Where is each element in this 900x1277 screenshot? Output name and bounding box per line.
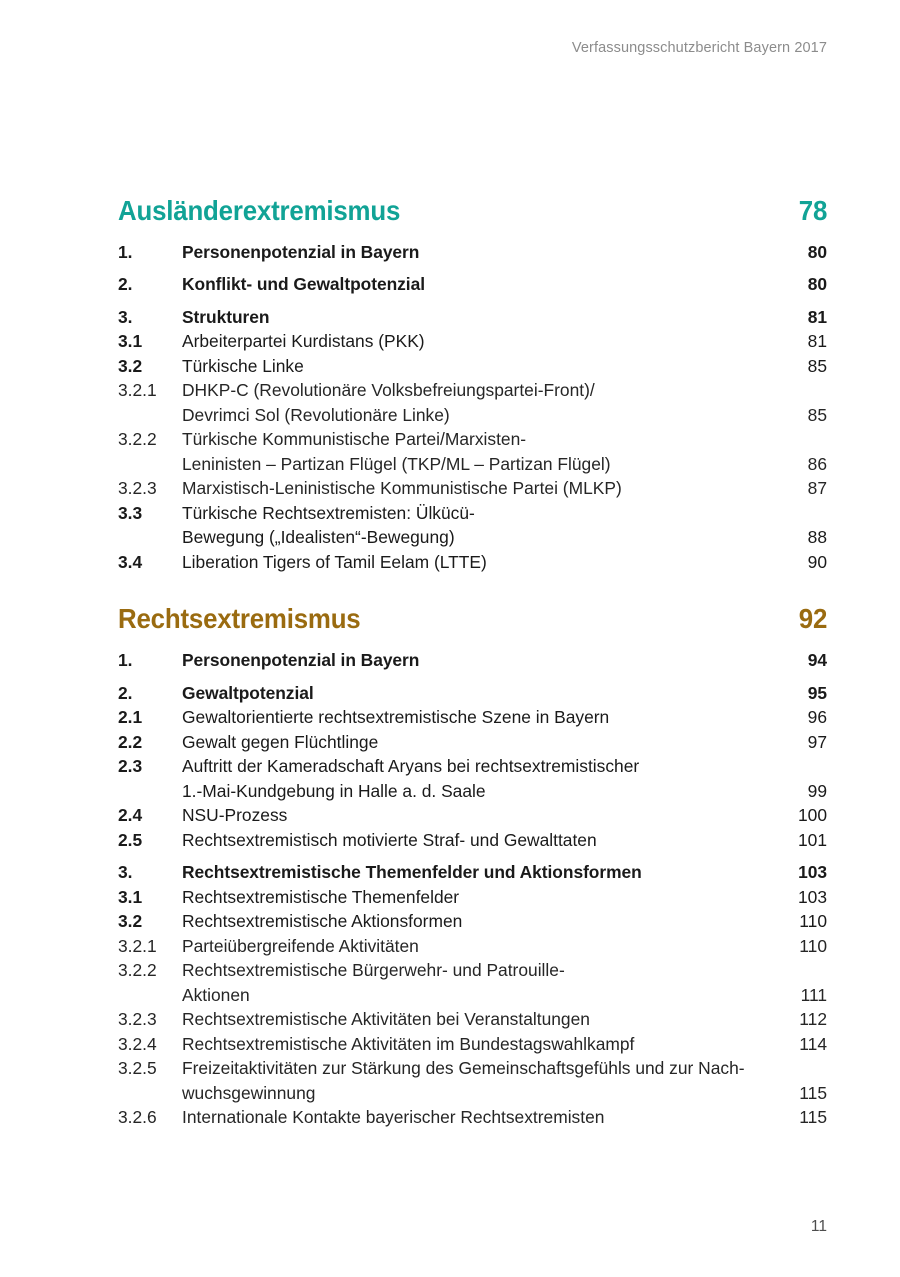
toc-entry-label: Auftritt der Kameradschaft Aryans bei rechtsextremistischer	[182, 756, 640, 777]
toc-entry-label: Devrimci Sol (Revolutionäre Linke)	[182, 404, 450, 425]
toc-part-page: 92	[798, 603, 827, 635]
toc-entry-number: 3.1	[118, 331, 143, 352]
toc-entry-number: 2.	[118, 682, 133, 703]
toc-entry-label: Gewaltpotenzial	[182, 682, 314, 703]
toc-entry-label: Rechtsextremistische Themenfelder und Aktionsformen	[182, 862, 642, 883]
toc-entry-label: Strukturen	[182, 306, 270, 327]
toc-entry-label: Rechtsextremistisch motivierte Straf- und Gewalttaten	[182, 829, 597, 850]
toc-entry-page: 99	[807, 780, 827, 801]
toc-entry-label: Rechtsextremistische Bürgerwehr- und Patrouille-	[182, 960, 565, 981]
toc-entry-list	[118, 648, 827, 1130]
toc-entry-number: 3.2.3	[118, 1009, 157, 1030]
toc-entry-label: Rechtsextremistische Aktivitäten im Bundestagswahlkampf	[182, 1033, 635, 1054]
toc-entry-continuation	[118, 452, 827, 477]
toc-entry[interactable]	[118, 958, 827, 983]
toc-entry-number: 3.2.1	[118, 380, 157, 401]
toc-entry[interactable]	[118, 885, 827, 910]
toc-entry-label: Türkische Rechtsextremisten: Ülkücü-	[182, 502, 475, 523]
toc-entry[interactable]	[118, 860, 827, 885]
toc-entry-continuation	[118, 1081, 827, 1106]
toc-entry-label: Türkische Kommunistische Partei/Marxisten-	[182, 429, 527, 450]
toc-entry[interactable]	[118, 648, 827, 673]
toc-entry-label: Parteiübergreifende Aktivitäten	[182, 935, 419, 956]
toc-entry-number: 3.1	[118, 886, 143, 907]
toc-entry-page: 96	[807, 707, 827, 728]
toc-entry-continuation	[118, 525, 827, 550]
toc-entry-label: Konflikt- und Gewaltpotenzial	[182, 274, 425, 295]
toc-entry-number: 3.4	[118, 551, 143, 572]
toc-part-page: 78	[798, 195, 827, 226]
toc-entry-label: Marxistisch-Leninistische Kommunistische Partei (MLKP)	[182, 478, 622, 499]
toc-entry-number: 2.	[118, 274, 133, 295]
toc-entry[interactable]	[118, 476, 827, 501]
toc-entry-page: 103	[797, 886, 827, 907]
toc-entry-page: 81	[807, 331, 827, 352]
page-number: 11	[810, 1218, 827, 1235]
toc-entry-page: 94	[807, 650, 827, 671]
table-of-contents	[118, 196, 827, 1130]
toc-entry-page: 111	[800, 984, 827, 1005]
toc-entry-label: Aktionen	[182, 984, 250, 1005]
running-head: Verfassungsschutzbericht Bayern 2017	[571, 40, 827, 56]
toc-entry[interactable]	[118, 305, 827, 330]
toc-entry-number: 3.2.1	[118, 935, 157, 956]
toc-entry-page: 115	[799, 1107, 827, 1128]
toc-entry-label: Freizeitaktivitäten zur Stärkung des Gemeinschaftsgefühls und zur Nach-	[182, 1058, 745, 1079]
toc-part	[118, 604, 827, 1129]
toc-entry-page: 90	[807, 551, 827, 572]
toc-entry-number: 1.	[118, 241, 133, 262]
toc-entry[interactable]	[118, 803, 827, 828]
toc-entry-page: 87	[807, 478, 827, 499]
toc-entry-page: 85	[807, 355, 827, 376]
toc-entry[interactable]	[118, 909, 827, 934]
toc-entry-page: 86	[807, 453, 827, 474]
toc-entry[interactable]	[118, 1032, 827, 1057]
toc-entry-number: 3.2.5	[118, 1058, 157, 1079]
toc-part-title: Ausländerextremismus	[118, 195, 401, 226]
toc-entry-number: 3.2.3	[118, 478, 157, 499]
toc-entry[interactable]	[118, 501, 827, 526]
toc-entry-continuation	[118, 779, 827, 804]
toc-entry-number: 3.2	[118, 911, 143, 932]
toc-entry[interactable]	[118, 1056, 827, 1081]
toc-entry[interactable]	[118, 705, 827, 730]
toc-entry[interactable]	[118, 828, 827, 853]
toc-entry-page: 101	[797, 829, 827, 850]
toc-entry-page: 112	[799, 1009, 827, 1030]
toc-entry-label: Rechtsextremistische Themenfelder	[182, 886, 460, 907]
toc-entry-label: Bewegung („Idealisten“-Bewegung)	[182, 527, 455, 548]
toc-entry[interactable]	[118, 754, 827, 779]
toc-entry-label: wuchsgewinnung	[182, 1082, 316, 1103]
toc-entry-page: 114	[799, 1033, 827, 1054]
toc-entry-number: 3.	[118, 862, 133, 883]
toc-entry-number: 2.2	[118, 731, 143, 752]
toc-entry[interactable]	[118, 730, 827, 755]
toc-entry-label: Rechtsextremistische Aktivitäten bei Veranstaltungen	[182, 1009, 590, 1030]
toc-entry-number: 2.1	[118, 707, 143, 728]
toc-entry-label: Gewaltorientierte rechtsextremistische Szene in Bayern	[182, 707, 610, 728]
toc-entry-number: 1.	[118, 650, 133, 671]
toc-entry-page: 110	[799, 911, 827, 932]
toc-entry-number: 2.5	[118, 829, 143, 850]
toc-entry-label: Personenpotenzial in Bayern	[182, 241, 420, 262]
toc-entry[interactable]	[118, 240, 827, 265]
toc-entry-label: Türkische Linke	[182, 355, 304, 376]
toc-entry-label: Liberation Tigers of Tamil Eelam (LTTE)	[182, 551, 487, 572]
toc-entry[interactable]	[118, 329, 827, 354]
toc-entry-page: 81	[807, 306, 827, 327]
toc-entry-number: 3.2.4	[118, 1033, 157, 1054]
toc-entry-list	[118, 240, 827, 575]
toc-entry[interactable]	[118, 681, 827, 706]
toc-entry[interactable]	[118, 550, 827, 575]
toc-entry-number: 3.2.6	[118, 1107, 157, 1128]
toc-entry-number: 3.	[118, 306, 133, 327]
toc-entry-label: 1.-Mai-Kundgebung in Halle a. d. Saale	[182, 780, 486, 801]
toc-entry-page: 110	[799, 935, 827, 956]
toc-entry-continuation	[118, 403, 827, 428]
toc-entry-number: 2.4	[118, 805, 143, 826]
toc-entry[interactable]	[118, 427, 827, 452]
toc-part-heading[interactable]	[118, 604, 827, 635]
toc-entry-page: 80	[807, 274, 827, 295]
toc-part	[118, 196, 827, 574]
toc-part-heading[interactable]	[118, 196, 827, 227]
toc-entry-number: 3.2.2	[118, 960, 157, 981]
toc-entry-page: 95	[807, 682, 827, 703]
toc-entry[interactable]	[118, 354, 827, 379]
toc-entry[interactable]	[118, 378, 827, 403]
toc-entry-continuation	[118, 983, 827, 1008]
toc-entry[interactable]	[118, 272, 827, 297]
toc-entry-page: 103	[798, 862, 827, 883]
toc-entry-label: Internationale Kontakte bayerischer Rechtsextremisten	[182, 1107, 605, 1128]
toc-entry-label: DHKP-C (Revolutionäre Volksbefreiungspartei-Front)/	[182, 380, 595, 401]
toc-entry-page: 115	[799, 1082, 827, 1103]
toc-entry-label: Personenpotenzial in Bayern	[182, 650, 420, 671]
toc-entry-number: 3.2	[118, 355, 143, 376]
toc-entry-number: 2.3	[118, 756, 143, 777]
toc-entry-label: Leninisten – Partizan Flügel (TKP/ML – Partizan Flügel)	[182, 453, 611, 474]
toc-entry-number: 3.2.2	[118, 429, 157, 450]
toc-entry[interactable]	[118, 1105, 827, 1130]
toc-entry-page: 100	[797, 805, 827, 826]
toc-entry-page: 97	[807, 731, 827, 752]
toc-entry-page: 85	[807, 404, 827, 425]
toc-entry-label: Gewalt gegen Flüchtlinge	[182, 731, 379, 752]
toc-entry-label: NSU-Prozess	[182, 805, 288, 826]
toc-entry-label: Rechtsextremistische Aktionsformen	[182, 911, 463, 932]
toc-entry-label: Arbeiterpartei Kurdistans (PKK)	[182, 331, 425, 352]
toc-entry-page: 80	[807, 241, 827, 262]
toc-entry-number: 3.3	[118, 502, 143, 523]
toc-entry[interactable]	[118, 1007, 827, 1032]
toc-part-title: Rechtsextremismus	[118, 603, 361, 635]
toc-entry[interactable]	[118, 934, 827, 959]
toc-entry-page: 88	[807, 527, 827, 548]
